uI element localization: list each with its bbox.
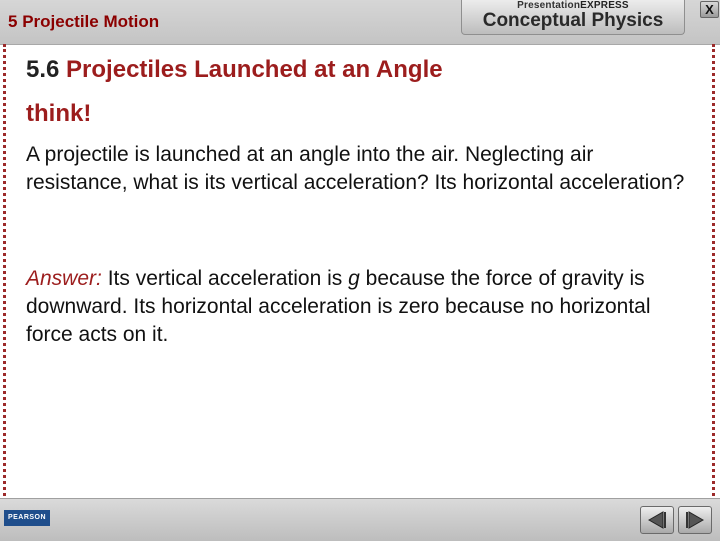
right-dotted-border (712, 44, 715, 496)
answer-g-symbol: g (348, 267, 360, 290)
answer-text (26, 265, 696, 349)
slide-title (26, 56, 696, 84)
think-heading: think! (26, 100, 92, 127)
previous-slide-button[interactable] (640, 506, 674, 534)
next-slide-icon (679, 507, 711, 533)
brand-logo (461, 0, 685, 35)
brand-title: Conceptual Physics (482, 10, 664, 31)
previous-slide-icon (641, 507, 673, 533)
next-slide-button[interactable] (678, 506, 712, 534)
section-title: Projectiles Launched at an Angle (66, 56, 443, 83)
close-button[interactable]: X (700, 1, 719, 18)
section-number: 5.6 (26, 56, 60, 83)
chapter-number: 5 (8, 12, 18, 31)
brand-prefix: Presentation (517, 0, 581, 11)
pearson-logo: PEARSON (4, 510, 50, 526)
footer-bar (0, 498, 720, 541)
question-text: A projectile is launched at an angle into the air. Neglecting air resistance, what is its vertical acceleration? Its horizontal acceleration? (26, 143, 685, 194)
answer-part-2: because the force of gravity is downward. Its horizontal acceleration is zero because no horizontal force acts on it. (26, 267, 651, 346)
answer-part-1: Its vertical acceleration is (107, 267, 349, 290)
chapter-title (8, 12, 159, 32)
answer-label: Answer: (26, 267, 102, 290)
chapter-name: Projectile Motion (22, 12, 160, 31)
brand-express: EXPRESS (580, 0, 629, 11)
left-dotted-border (3, 44, 6, 496)
